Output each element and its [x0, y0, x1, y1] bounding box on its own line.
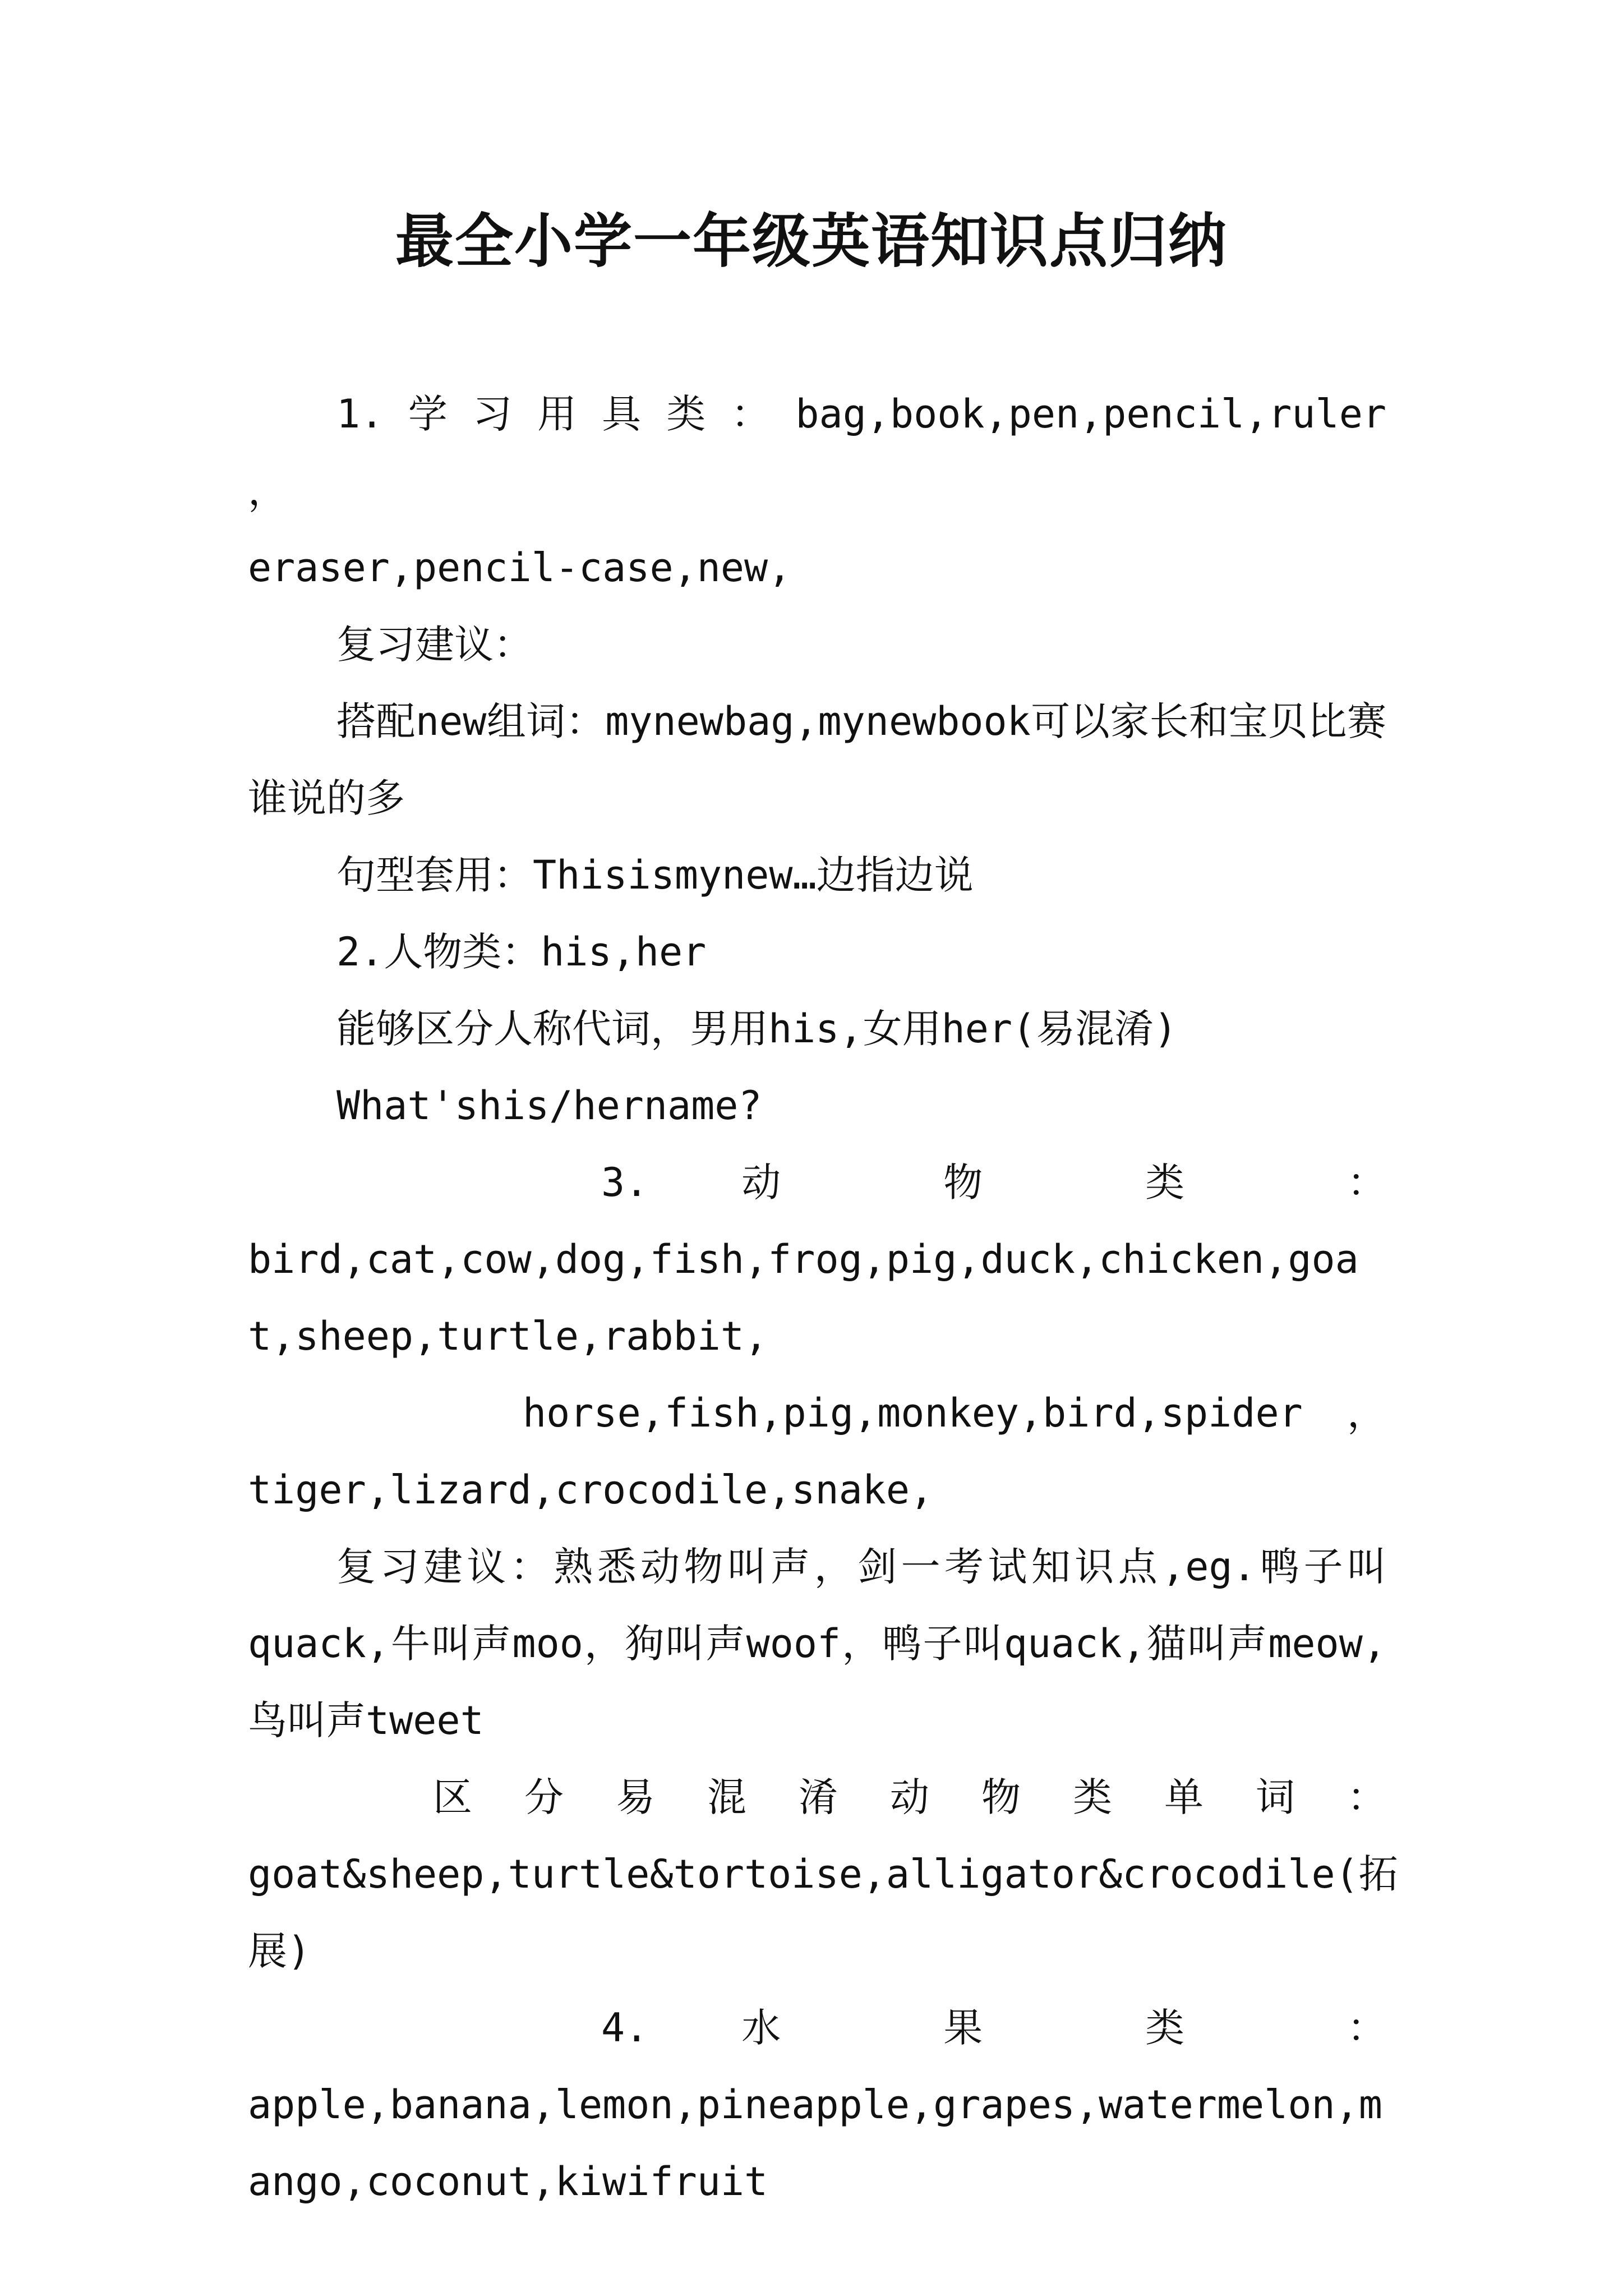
section-4-heading: [248, 1990, 1386, 2067]
section-3-animal-list-1: bird,cat,cow,dog,fish,frog,pig,duck,chicken,goat,sheep,turtle,rabbit,: [248, 1236, 1359, 1359]
section-3-confusable-continuation: goat&sheep,turtle&tortoise,alligator&crocodile(拓展): [248, 1851, 1398, 1974]
section-3-heading-line: 3. 动 物 类 ：: [601, 1159, 1386, 1205]
section-4-heading-line: 4. 水 果 类 ：: [601, 2005, 1386, 2051]
section-3-animal-list-2-continuation: tiger,lizard,crocodile,snake,: [248, 1467, 934, 1513]
section-2-question: What'shis/hername?: [336, 1083, 762, 1129]
section-1-heading-line: 1. 学 习 用 具 类 ： bag,book,pen,pencil,ruler ，: [248, 391, 1386, 514]
section-1-heading-continuation: eraser,pencil-case,new,: [248, 545, 792, 591]
section-2-pronouns: 能够区分人称代词，男用his,女用her(易混淆): [336, 1006, 1178, 1052]
section-1-review-sentence: 句型套用：Thisismynew…边指边说: [336, 852, 974, 898]
section-3-animal-list-2: [248, 1375, 1386, 1452]
document-body: [248, 376, 1398, 2220]
section-1-review-combination: 搭配new组词：mynewbag,mynewbook可以家长和宝贝比赛谁说的多: [248, 698, 1386, 821]
section-3-animal-list-2-line: horse,fish,pig,monkey,bird,spider ，: [523, 1390, 1386, 1436]
section-3-confusable: [248, 1759, 1386, 1836]
section-1-heading: [248, 376, 1386, 530]
section-3-heading: [248, 1144, 1386, 1221]
section-1-review-label: 复习建议：: [336, 622, 533, 668]
section-3-confusable-line: 区 分 易 混 淆 动 物 类 单 词 ：: [433, 1774, 1386, 1820]
document-title: 最全小学一年级英语知识点归纳: [395, 206, 1228, 275]
section-3-review-sounds: 复习建议：熟悉动物叫声，剑一考试知识点,eg.鸭子叫quack,牛叫声moo，狗叫声woof，鸭子叫quack,猫叫声meow,鸟叫声tweet: [248, 1544, 1386, 1743]
section-4-fruit-list: apple,banana,lemon,pineapple,grapes,watermelon,mango,coconut,kiwifruit: [248, 2082, 1382, 2205]
section-2-heading: 2.人物类：his,her: [336, 929, 707, 975]
